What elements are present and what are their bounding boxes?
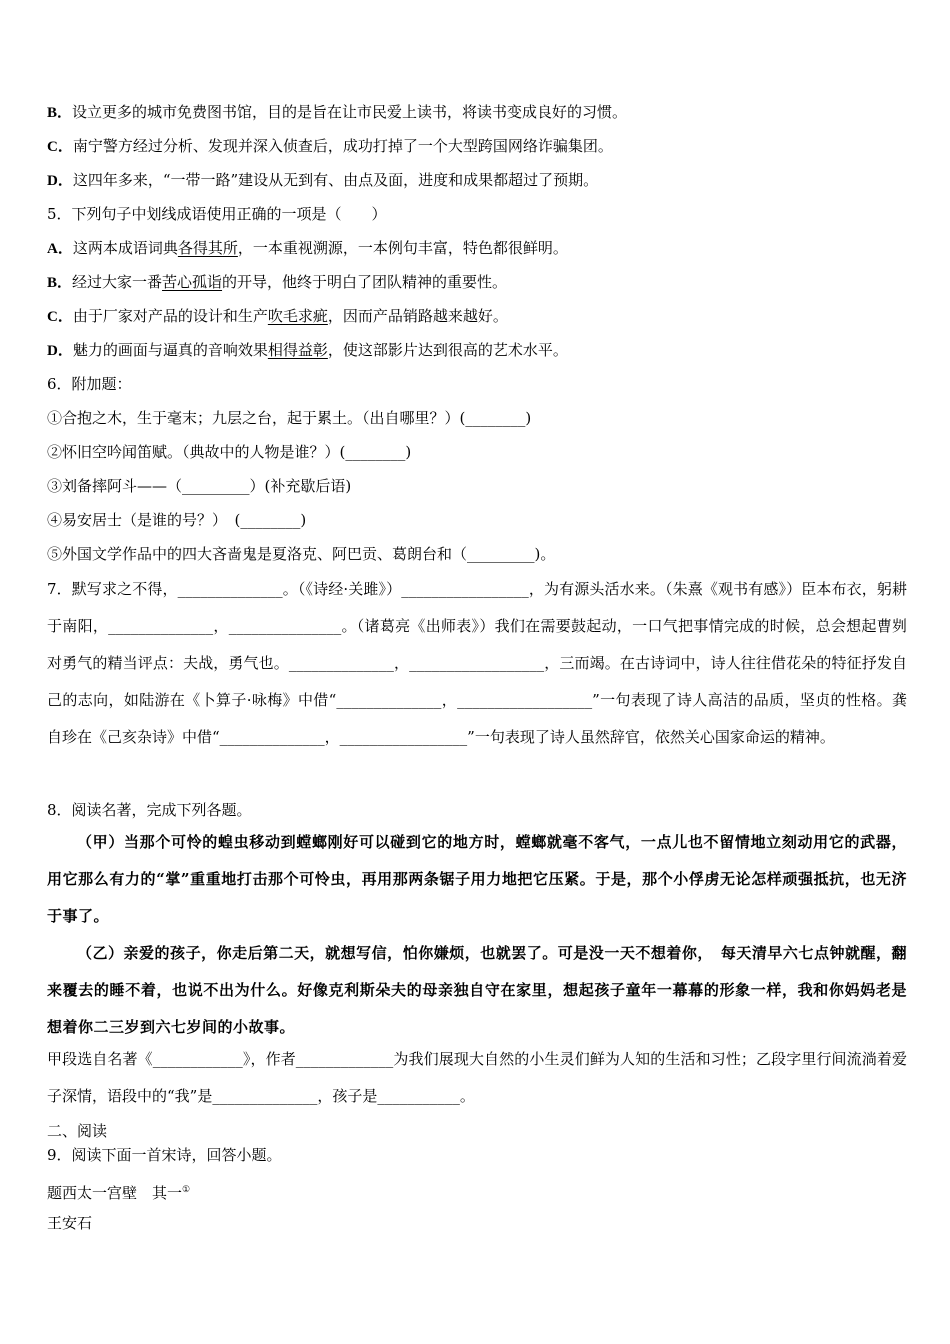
footnote-marker: ① — [182, 1185, 191, 1195]
option-text-pre: 这两本成语词典 — [72, 239, 178, 257]
option-text: 设立更多的城市免费图书馆，目的是旨在让市民爱上读书，将读书变成良好的习惯。 — [72, 103, 628, 121]
option-text-pre: 经过大家一番 — [72, 273, 163, 291]
option-label: C． — [47, 139, 73, 155]
q8-passage-yi: （乙）亲爱的孩子，你走后第二天，就想写信，怕你嫌烦，也就罢了。可是没一天不想着你， 每天清早六七点钟就醒，翻来覆去的睡不着，也说不出为什么。好像克利斯朵夫的母亲独自守在家里，想起孩子童年一幕幕的形象一样，我和你妈妈老是想着你二三岁到六七岁间的小故事。 — [47, 944, 907, 1036]
underlined-idiom: 各得其所 — [177, 239, 238, 257]
q8-passage-jia: （甲）当那个可怜的蝗虫移动到螳螂刚好可以碰到它的地方时，螳螂就毫不客气，一点儿也不留情地立刻动用它的武器，用它那么有力的“掌”重重地打击那个可怜虫，再用那两条锯子用力地把它压紧。于是，那个小俘虏无论怎样顽强抵抗，也无济于事了。 — [47, 833, 907, 925]
q9-stem: 9．阅读下面一首宋诗，回答小题。 — [47, 1146, 282, 1164]
option-text: 这四年多来，“一带一路”建设从无到有、由点及面，进度和成果都超过了预期。 — [72, 171, 599, 189]
section-title: 二、阅读 — [47, 1122, 108, 1140]
option-text-post: ，使这部影片达到很高的艺术水平。 — [327, 341, 568, 359]
option-text-post: ，因而产品销路越来越好。 — [327, 307, 508, 325]
q4-option-c — [47, 136, 910, 157]
option-text-post: ，一本重视溯源，一本例句丰富，特色都很鲜明。 — [237, 239, 568, 257]
q5-stem: 5．下列句子中划线成语使用正确的一项是（ ） — [47, 205, 387, 223]
q8-stem: 8．阅读名著，完成下列各题。 — [47, 801, 252, 819]
option-text: 南宁警方经过分析、发现并深入侦查后，成功打掉了一个大型跨国网络诈骗集团。 — [72, 137, 613, 155]
q6-item: ①合抱之木，生于毫末；九层之台，起于累土。（出自哪里？）(________) — [47, 409, 532, 427]
q5-option-d — [47, 340, 910, 361]
underlined-idiom: 吹毛求疵 — [267, 307, 328, 325]
option-text-pre: 魅力的画面与逼真的音响效果 — [72, 341, 268, 359]
option-text-pre: 由于厂家对产品的设计和生产 — [72, 307, 268, 325]
q6-item: ③刘备摔阿斗——（_________）(补充歇后语) — [47, 477, 352, 495]
option-label: B． — [47, 275, 73, 291]
poem-author: 王安石 — [47, 1214, 93, 1232]
q4-option-d — [47, 170, 910, 191]
option-label: C． — [47, 309, 73, 325]
q6-item: ④易安居士（是谁的号？） (________) — [47, 511, 307, 529]
q5-option-a — [47, 238, 910, 259]
option-label: D． — [47, 343, 73, 359]
option-label: D． — [47, 173, 73, 189]
underlined-idiom: 苦心孤诣 — [162, 273, 223, 291]
underlined-idiom: 相得益彰 — [267, 341, 328, 359]
q5-option-c — [47, 306, 910, 327]
option-label: A． — [47, 241, 73, 257]
q6-stem: 6．附加题： — [47, 375, 132, 393]
q6-item: ⑤外国文学作品中的四大吝啬鬼是夏洛克、阿巴贡、葛朗台和（_________)。 — [47, 545, 556, 563]
poem-title — [47, 1180, 910, 1203]
q5-option-b — [47, 272, 910, 293]
q6-item: ②怀旧空吟闻笛赋。（典故中的人物是谁？）(________) — [47, 443, 412, 461]
q4-option-b — [47, 102, 910, 123]
option-label: B． — [47, 105, 73, 121]
q7-text: 7．默写求之不得，______________。（《诗经·关雎》）_________________，为有源头活水来。（朱熹《观书有感》）臣本布衣，躬耕于南阳，______________，_______________。（诸葛亮《出师表》）我们在需要鼓起动，一口气把事情完成的时候，总会想起曹刿对勇气的精当评点：夫战，勇气也。______________，__________________，三而竭。在古诗词中，诗人往往借花朵的特征抒发自己的志向，如陆游在《卜算子·咏梅》中借“______________，__________________”一句表现了诗人高洁的品质，坚贞的性格。龚自珍在《己亥杂诗》中借“______________，_________________”一句表现了诗人虽然辞官，依然关心国家命运的精神。 — [47, 580, 907, 746]
option-text-post: 的开导，他终于明白了团队精神的重要性。 — [222, 273, 508, 291]
poem-title-text: 题西太一宫壁 其一 — [47, 1184, 183, 1202]
q8-question: 甲段选自名著《____________》，作者_____________为我们展现大自然的小生灵们鲜为人知的生活和习性；乙段字里行间流淌着爱子深情，语段中的“我”是______________，孩子是___________。 — [47, 1050, 907, 1105]
